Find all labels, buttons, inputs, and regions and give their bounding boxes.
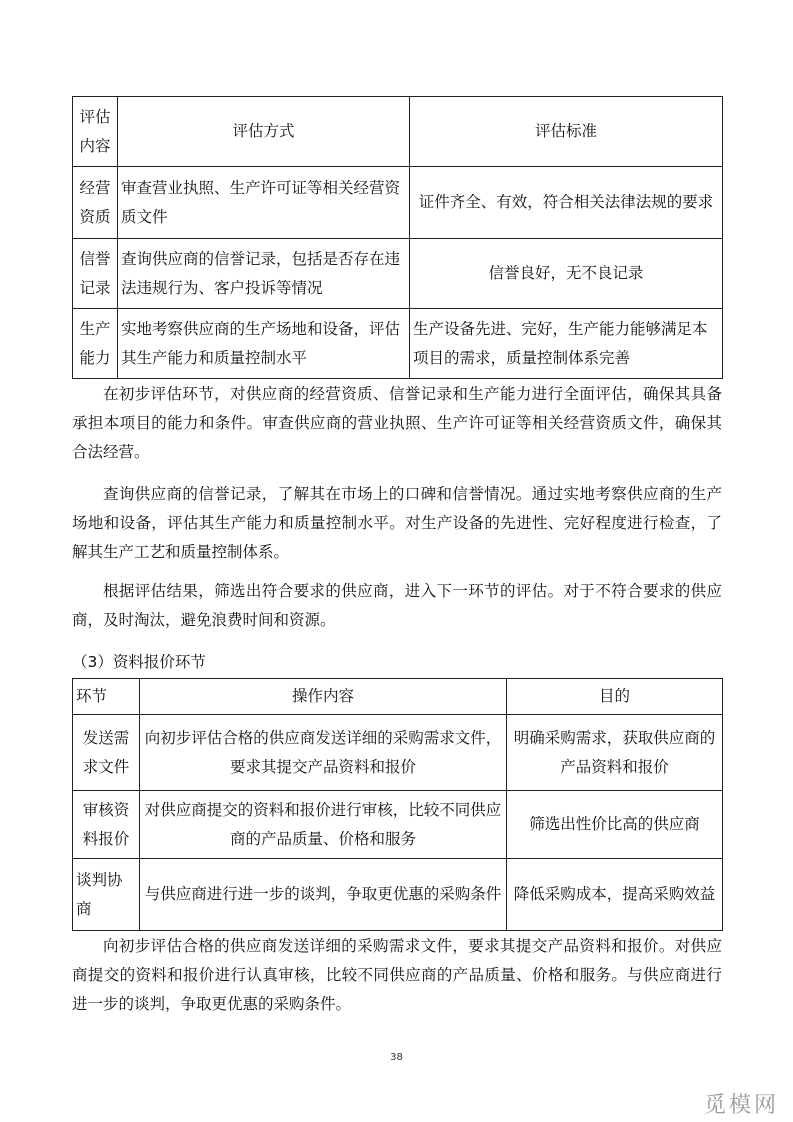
row-method: 审查营业执照、生产许可证等相关经营资质文件	[118, 167, 410, 239]
column-header: 环节	[73, 679, 140, 715]
watermark-logo: 觅模网	[703, 1093, 779, 1118]
row-step: 审核资料报价	[73, 791, 140, 859]
row-step: 谈判协商	[73, 859, 140, 931]
column-header: 评估内容	[73, 97, 118, 167]
body-paragraph: 根据评估结果，筛选出符合要求的供应商，进入下一环节的评估。对于不符合要求的供应商，及时淘汰，避免浪费时间和资源。	[72, 582, 722, 629]
column-header: 目的	[507, 679, 723, 715]
row-method: 实地考察供应商的生产场地和设备，评估其生产能力和质量控制水平	[118, 309, 410, 379]
section-heading: （3）资料报价环节	[72, 653, 206, 671]
evaluation-table	[72, 96, 723, 379]
row-standard: 证件齐全、有效，符合相关法律法规的要求	[410, 167, 723, 239]
row-standard: 生产设备先进、完好，生产能力能够满足本项目的需求，质量控制体系完善	[410, 309, 723, 379]
table-header-row	[73, 97, 723, 167]
row-action: 向初步评估合格的供应商发送详细的采购需求文件，要求其提交产品资料和报价	[140, 715, 507, 791]
table-row	[73, 791, 723, 859]
page-number: 38	[390, 1052, 403, 1063]
row-item: 信誉记录	[73, 239, 118, 309]
column-header: 评估方式	[118, 97, 410, 167]
row-action: 与供应商进行进一步的谈判，争取更优惠的采购条件	[140, 859, 507, 931]
table-header-row	[73, 679, 723, 715]
row-item: 生产能力	[73, 309, 118, 379]
row-action: 对供应商提交的资料和报价进行审核，比较不同供应商的产品质量、价格和服务	[140, 791, 507, 859]
column-header: 评估标准	[410, 97, 723, 167]
body-paragraph: 在初步评估环节，对供应商的经营资质、信誉记录和生产能力进行全面评估，确保其具备承担本项目的能力和条件。审查供应商的营业执照、生产许可证等相关经营资质文件，确保其合法经营。	[72, 385, 722, 461]
quotation-table	[72, 678, 723, 931]
row-purpose: 降低采购成本，提高采购效益	[507, 859, 723, 931]
table-row	[73, 167, 723, 239]
body-paragraph: 向初步评估合格的供应商发送详细的采购需求文件，要求其提交产品资料和报价。对供应商提交的资料和报价进行认真审核，比较不同供应商的产品质量、价格和服务。与供应商进行进一步的谈判，争取更优惠的采购条件。	[72, 937, 722, 1013]
row-purpose: 筛选出性价比高的供应商	[507, 791, 723, 859]
row-method: 查询供应商的信誉记录，包括是否存在违法违规行为、客户投诉等情况	[118, 239, 410, 309]
row-step: 发送需求文件	[73, 715, 140, 791]
table-row	[73, 239, 723, 309]
table-row	[73, 309, 723, 379]
row-item: 经营资质	[73, 167, 118, 239]
column-header: 操作内容	[140, 679, 507, 715]
row-purpose: 明确采购需求，获取供应商的产品资料和报价	[507, 715, 723, 791]
table-row	[73, 715, 723, 791]
body-paragraph: 查询供应商的信誉记录，了解其在市场上的口碑和信誉情况。通过实地考察供应商的生产场地和设备，评估其生产能力和质量控制水平。对生产设备的先进性、完好程度进行检查，了解其生产工艺和质量控制体系。	[72, 485, 722, 561]
row-standard: 信誉良好，无不良记录	[410, 239, 723, 309]
table-row	[73, 859, 723, 931]
